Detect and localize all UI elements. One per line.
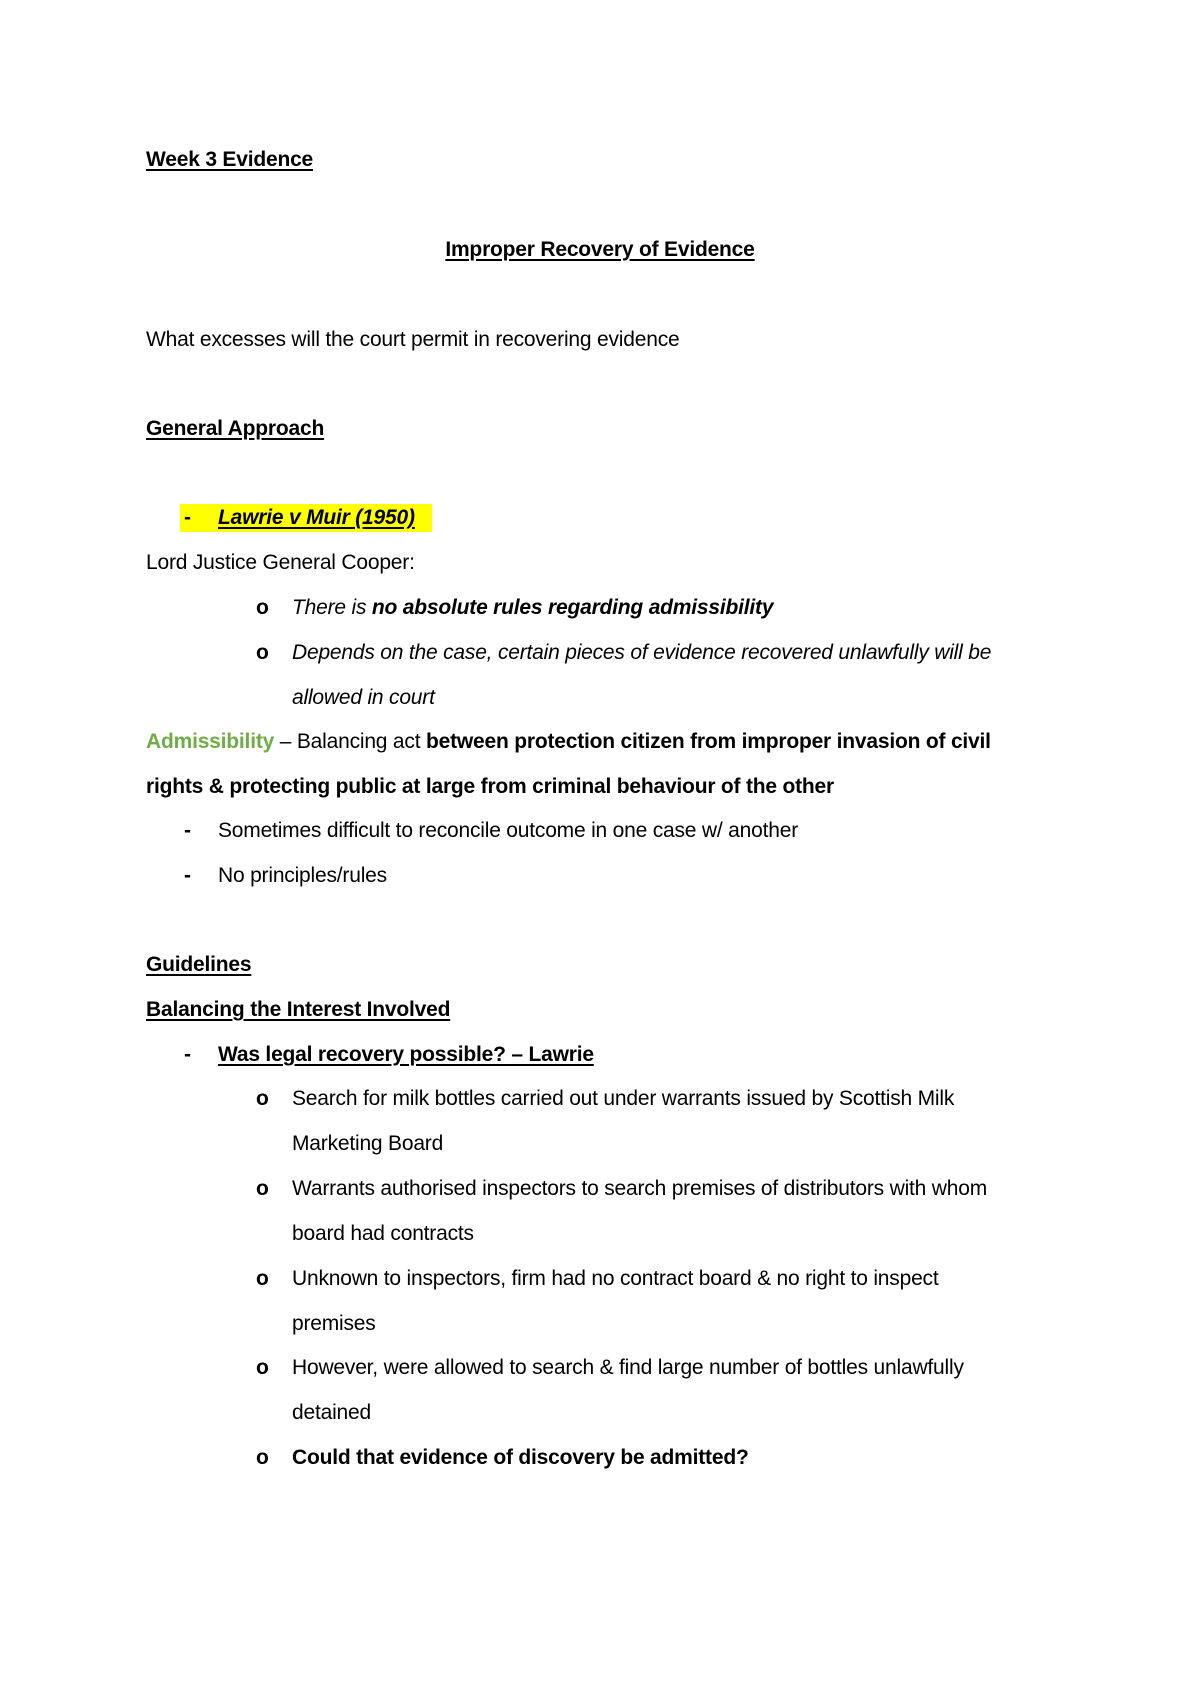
admissibility-line2: rights & protecting public at large from criminal behaviour of the other	[146, 775, 835, 798]
approach-point-1-bold: no absolute rules regarding admissibility	[371, 596, 774, 619]
approach-point-2-line1: Depends on the case, certain pieces of evidence recovered unlawfully will be	[292, 641, 992, 664]
circle-bullet: o	[256, 641, 269, 664]
document-title: Week 3 Evidence	[146, 148, 314, 171]
circle-bullet: o	[256, 596, 269, 619]
admissibility-term: Admissibility	[146, 730, 275, 753]
judge-name: Lord Justice General Cooper:	[146, 551, 415, 574]
guideline-point-2-line2: board had contracts	[292, 1222, 474, 1245]
guidelines-heading: Guidelines	[146, 953, 252, 976]
guideline-point-3-line1: Unknown to inspectors, firm had no contract board & no right to inspect	[292, 1267, 939, 1290]
guideline-final-point: Could that evidence of discovery be admitted?	[292, 1446, 749, 1469]
admissibility-bold1: between protection citizen from improper invasion of civil	[425, 730, 991, 753]
circle-bullet: o	[256, 1356, 269, 1379]
dash-bullet: -	[184, 864, 191, 887]
admissibility-line1	[146, 728, 991, 756]
admissibility-bullet-2: No principles/rules	[218, 864, 387, 887]
guideline-point-2-line1: Warrants authorised inspectors to search premises of distributors with whom	[292, 1177, 988, 1200]
admissibility-mid: – Balancing act	[274, 730, 426, 753]
guideline-point-4-line1: However, were allowed to search & find large number of bottles unlawfully	[292, 1356, 964, 1379]
section-heading: Improper Recovery of Evidence	[445, 238, 755, 261]
intro-text: What excesses will the court permit in recovering evidence	[146, 328, 680, 351]
guideline-point-1-line1: Search for milk bottles carried out under warrants issued by Scottish Milk	[292, 1087, 955, 1110]
guideline-point-1-line2: Marketing Board	[292, 1132, 444, 1155]
dash-bullet: -	[184, 819, 191, 842]
dash-bullet: -	[184, 1043, 191, 1066]
case-name: Lawrie v Muir (1950)	[218, 506, 415, 529]
general-approach-heading: General Approach	[146, 417, 325, 440]
circle-bullet: o	[256, 1177, 269, 1200]
guideline-point-3-line2: premises	[292, 1312, 376, 1335]
guidelines-subheading: Balancing the Interest Involved	[146, 998, 451, 1021]
circle-bullet: o	[256, 1087, 269, 1110]
guidelines-question: Was legal recovery possible? – Lawrie	[218, 1043, 594, 1066]
circle-bullet: o	[256, 1446, 269, 1469]
guideline-point-4-line2: detained	[292, 1401, 371, 1424]
approach-point-1	[292, 594, 773, 622]
approach-point-1-pre: There is	[292, 596, 372, 619]
dash-bullet: -	[184, 506, 191, 529]
circle-bullet: o	[256, 1267, 269, 1290]
approach-point-2-line2: allowed in court	[292, 686, 435, 709]
admissibility-bullet-1: Sometimes difficult to reconcile outcome in one case w/ another	[218, 819, 798, 842]
